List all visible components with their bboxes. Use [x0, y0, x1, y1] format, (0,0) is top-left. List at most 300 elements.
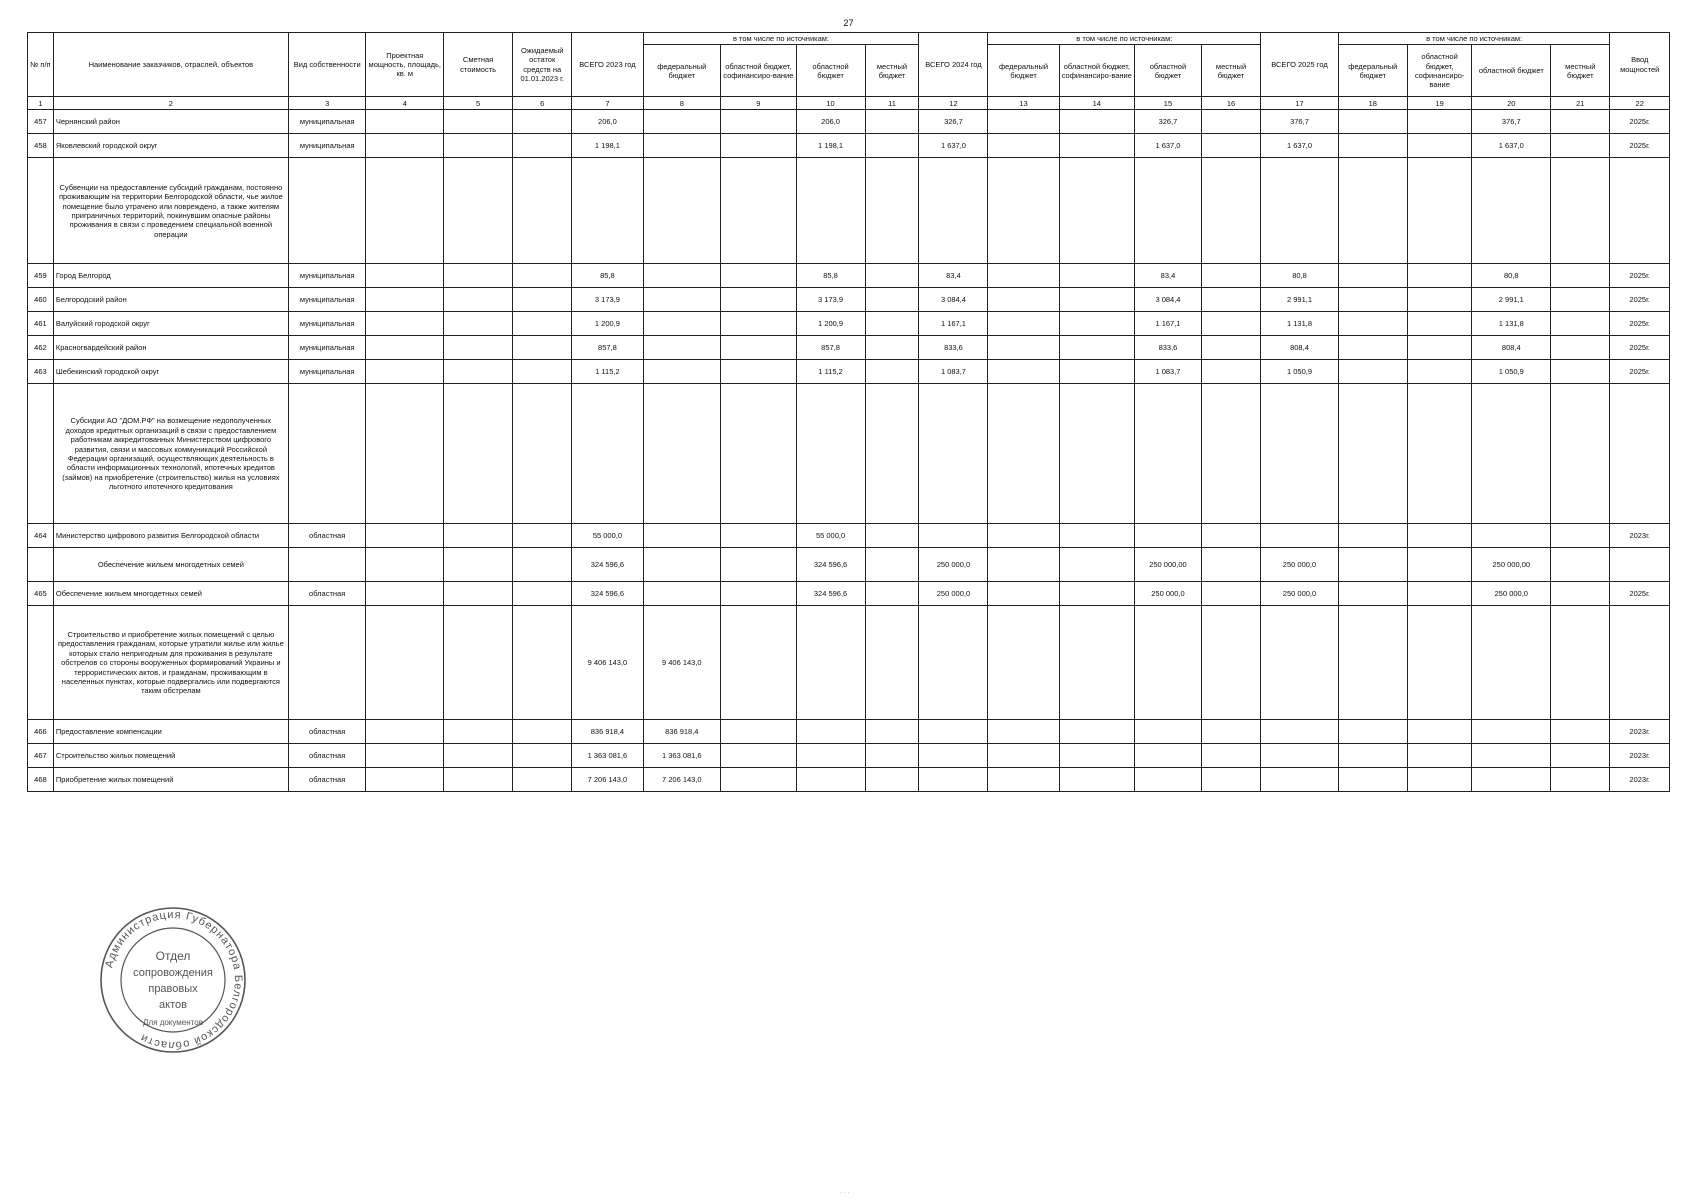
value-cell: 250 000,0 — [919, 548, 988, 582]
table-row — [28, 768, 1670, 792]
value-cell — [1338, 582, 1407, 606]
empty-cell — [366, 720, 444, 744]
value-cell — [1059, 288, 1134, 312]
commission-year: 2025г. — [1610, 288, 1670, 312]
value-cell: 2 991,1 — [1261, 288, 1339, 312]
value-cell — [1261, 744, 1339, 768]
empty-cell — [444, 606, 513, 720]
table-row — [28, 110, 1670, 134]
value-cell: 324 596,6 — [796, 548, 865, 582]
value-cell: 1 131,8 — [1261, 312, 1339, 336]
row-number: 461 — [28, 312, 54, 336]
value-cell — [1551, 110, 1610, 134]
empty-cell — [444, 360, 513, 384]
budget-table — [27, 32, 1670, 792]
col-header: Вид собственности — [288, 33, 366, 97]
empty-cell — [444, 264, 513, 288]
value-cell: 250 000,0 — [919, 582, 988, 606]
value-cell — [1261, 606, 1339, 720]
col-index: 21 — [1551, 97, 1610, 110]
value-cell — [865, 524, 919, 548]
empty-cell — [513, 336, 572, 360]
value-cell — [988, 720, 1059, 744]
col-index: 22 — [1610, 97, 1670, 110]
empty-cell — [1407, 384, 1472, 524]
value-cell — [643, 110, 721, 134]
empty-cell — [988, 384, 1059, 524]
value-cell — [796, 720, 865, 744]
value-cell: 1 363 081,6 — [572, 744, 643, 768]
row-name: Чернянский район — [53, 110, 288, 134]
footer-marks: · · · — [840, 1190, 850, 1196]
value-cell: 7 206 143,0 — [572, 768, 643, 792]
value-cell — [1551, 336, 1610, 360]
value-cell — [1201, 110, 1260, 134]
value-cell: 1 637,0 — [1135, 134, 1202, 158]
value-cell: 833,6 — [919, 336, 988, 360]
value-cell: 857,8 — [796, 336, 865, 360]
empty-cell — [1610, 606, 1670, 720]
table-row — [28, 744, 1670, 768]
value-cell — [643, 360, 721, 384]
table-body — [28, 110, 1670, 792]
value-cell — [865, 768, 919, 792]
row-name: Валуйский городской округ — [53, 312, 288, 336]
value-cell: 376,7 — [1261, 110, 1339, 134]
stamp-bottom-text: Для документов — [143, 1018, 203, 1027]
empty-cell — [1551, 606, 1610, 720]
commission-year: 2023г. — [1610, 720, 1670, 744]
row-name: Приобретение жилых помещений — [53, 768, 288, 792]
value-cell — [865, 264, 919, 288]
value-cell: 324 596,6 — [572, 548, 643, 582]
empty-cell — [366, 360, 444, 384]
table-row — [28, 336, 1670, 360]
empty-cell — [1201, 606, 1260, 720]
col-index: 18 — [1338, 97, 1407, 110]
col-index: 3 — [288, 97, 366, 110]
row-name: Красногвардейский район — [53, 336, 288, 360]
row-name: Министерство цифрового развития Белгородской области — [53, 524, 288, 548]
value-cell: 83,4 — [919, 264, 988, 288]
empty-cell — [513, 360, 572, 384]
row-name: Шебекинский городской округ — [53, 360, 288, 384]
sources-header: в том числе по источникам: — [1338, 33, 1610, 45]
value-cell — [1201, 768, 1260, 792]
value-cell — [988, 744, 1059, 768]
col-index: 8 — [643, 97, 721, 110]
empty-cell — [721, 158, 796, 264]
value-cell — [988, 582, 1059, 606]
value-cell — [919, 384, 988, 524]
empty-cell — [513, 158, 572, 264]
value-cell: 1 637,0 — [1472, 134, 1551, 158]
value-cell — [1261, 384, 1339, 524]
value-cell — [919, 744, 988, 768]
value-cell — [1338, 768, 1407, 792]
row-number: 463 — [28, 360, 54, 384]
row-name: Белгородский район — [53, 288, 288, 312]
table-row — [28, 134, 1670, 158]
value-cell — [1338, 264, 1407, 288]
empty-cell — [513, 312, 572, 336]
empty-cell — [513, 582, 572, 606]
value-cell: 1 083,7 — [919, 360, 988, 384]
value-cell — [865, 110, 919, 134]
table-header — [28, 33, 1670, 110]
value-cell — [721, 524, 796, 548]
empty-cell — [444, 384, 513, 524]
row-number: 458 — [28, 134, 54, 158]
value-cell — [643, 582, 721, 606]
section-title: Субвенции на предоставление субсидий гражданам, постоянно проживающим на территории Белгородской области, чье жилое помещение было утрачено или повреждено, а также жителям приграничных территорий, покинувшим опасные районы проживания в связи с проведением специальной военной операции — [53, 158, 288, 264]
empty-cell — [366, 336, 444, 360]
value-cell — [1472, 720, 1551, 744]
col-index: 2 — [53, 97, 288, 110]
value-cell: 9 406 143,0 — [572, 606, 643, 720]
value-cell: 833,6 — [1135, 336, 1202, 360]
table-row — [28, 720, 1670, 744]
value-cell: 1 637,0 — [1261, 134, 1339, 158]
row-number: 466 — [28, 720, 54, 744]
value-cell: 85,8 — [796, 264, 865, 288]
value-cell: 857,8 — [572, 336, 643, 360]
value-cell — [1551, 312, 1610, 336]
value-cell: 1 167,1 — [1135, 312, 1202, 336]
empty-cell — [1059, 548, 1134, 582]
empty-cell — [1551, 548, 1610, 582]
row-name: Предоставление компенсации — [53, 720, 288, 744]
value-cell: 3 173,9 — [796, 288, 865, 312]
empty-cell — [28, 606, 54, 720]
empty-cell — [366, 110, 444, 134]
value-cell — [1407, 312, 1472, 336]
value-cell: 1 198,1 — [796, 134, 865, 158]
empty-cell — [444, 134, 513, 158]
empty-cell — [28, 548, 54, 582]
empty-cell — [1338, 158, 1407, 264]
empty-cell — [366, 582, 444, 606]
commission-year: 2025г. — [1610, 360, 1670, 384]
commission-year: 2025г. — [1610, 110, 1670, 134]
sources-header: в том числе по источникам: — [643, 33, 919, 45]
page-number: 27 — [843, 18, 854, 28]
value-cell — [1551, 582, 1610, 606]
value-cell — [1338, 312, 1407, 336]
col-header: № п/п — [28, 33, 54, 97]
ownership-type: областная — [288, 582, 366, 606]
value-cell — [1338, 720, 1407, 744]
empty-cell — [1610, 158, 1670, 264]
col-header: областной бюджет, софинансиро-вание — [1407, 45, 1472, 97]
empty-cell — [366, 548, 444, 582]
col-header: Ввод мощностей — [1610, 33, 1670, 97]
col-header: областной бюджет, софинансиро-вание — [1059, 45, 1134, 97]
value-cell — [572, 384, 643, 524]
col-header: ВСЕГО 2024 год — [919, 33, 988, 97]
value-cell — [1551, 744, 1610, 768]
value-cell: 326,7 — [1135, 110, 1202, 134]
value-cell — [643, 336, 721, 360]
empty-cell — [513, 110, 572, 134]
value-cell — [1201, 720, 1260, 744]
value-cell — [643, 264, 721, 288]
value-cell — [721, 582, 796, 606]
value-cell — [988, 288, 1059, 312]
empty-cell — [366, 744, 444, 768]
value-cell — [865, 134, 919, 158]
col-index: 10 — [796, 97, 865, 110]
commission-year: 2025г. — [1610, 336, 1670, 360]
empty-cell — [366, 288, 444, 312]
section-row — [28, 158, 1670, 264]
col-index: 7 — [572, 97, 643, 110]
value-cell — [1201, 288, 1260, 312]
value-cell — [1472, 524, 1551, 548]
row-number: 459 — [28, 264, 54, 288]
value-cell — [865, 360, 919, 384]
value-cell: 1 198,1 — [572, 134, 643, 158]
section-row — [28, 384, 1670, 524]
value-cell — [1059, 582, 1134, 606]
empty-cell — [1201, 384, 1260, 524]
value-cell: 250 000,0 — [1135, 582, 1202, 606]
empty-cell — [444, 548, 513, 582]
value-cell — [988, 110, 1059, 134]
value-cell — [1059, 264, 1134, 288]
value-cell: 206,0 — [796, 110, 865, 134]
value-cell — [1472, 384, 1551, 524]
value-cell: 1 083,7 — [1135, 360, 1202, 384]
value-cell — [1135, 744, 1202, 768]
empty-cell — [865, 548, 919, 582]
ownership-type: областная — [288, 720, 366, 744]
empty-cell — [288, 548, 366, 582]
empty-cell — [513, 134, 572, 158]
empty-cell — [366, 768, 444, 792]
row-number: 468 — [28, 768, 54, 792]
value-cell — [643, 548, 721, 582]
ownership-type: муниципальная — [288, 134, 366, 158]
value-cell: 206,0 — [572, 110, 643, 134]
value-cell — [721, 264, 796, 288]
value-cell — [1338, 110, 1407, 134]
value-cell — [796, 744, 865, 768]
value-cell — [796, 768, 865, 792]
value-cell: 808,4 — [1261, 336, 1339, 360]
empty-cell — [513, 264, 572, 288]
value-cell — [1059, 134, 1134, 158]
value-cell — [1407, 110, 1472, 134]
value-cell — [1201, 744, 1260, 768]
ownership-type: муниципальная — [288, 312, 366, 336]
empty-cell — [444, 720, 513, 744]
value-cell — [1059, 360, 1134, 384]
value-cell — [1407, 134, 1472, 158]
value-cell: 1 167,1 — [919, 312, 988, 336]
value-cell — [796, 606, 865, 720]
row-name: Обеспечение жильем многодетных семей — [53, 582, 288, 606]
value-cell — [988, 768, 1059, 792]
value-cell — [1201, 264, 1260, 288]
col-index: 6 — [513, 97, 572, 110]
value-cell: 1 200,9 — [796, 312, 865, 336]
value-cell — [1059, 312, 1134, 336]
empty-cell — [366, 606, 444, 720]
value-cell: 836 918,4 — [643, 720, 721, 744]
value-cell: 1 050,9 — [1261, 360, 1339, 384]
value-cell — [1551, 288, 1610, 312]
official-stamp — [98, 905, 248, 1055]
svg-text:Администрация Губернатора Белг — [103, 909, 244, 1051]
sources-header: в том числе по источникам: — [988, 33, 1261, 45]
value-cell: 83,4 — [1135, 264, 1202, 288]
empty-cell — [721, 606, 796, 720]
value-cell — [865, 582, 919, 606]
value-cell — [1135, 158, 1202, 264]
value-cell — [1551, 264, 1610, 288]
value-cell: 55 000,0 — [796, 524, 865, 548]
value-cell — [721, 110, 796, 134]
ownership-type: муниципальная — [288, 336, 366, 360]
value-cell — [919, 606, 988, 720]
col-header: областной бюджет, софинансиро-вание — [721, 45, 796, 97]
value-cell — [721, 720, 796, 744]
value-cell: 85,8 — [572, 264, 643, 288]
col-header: местный бюджет — [1551, 45, 1610, 97]
value-cell — [1059, 744, 1134, 768]
empty-cell — [1201, 158, 1260, 264]
value-cell — [988, 336, 1059, 360]
empty-cell — [513, 744, 572, 768]
value-cell — [1261, 524, 1339, 548]
table-row — [28, 288, 1670, 312]
empty-cell — [366, 524, 444, 548]
commission-year: 2025г. — [1610, 134, 1670, 158]
value-cell — [721, 336, 796, 360]
value-cell — [865, 312, 919, 336]
commission-year: 2025г. — [1610, 312, 1670, 336]
empty-cell — [865, 606, 919, 720]
value-cell — [1059, 110, 1134, 134]
value-cell: 1 050,9 — [1472, 360, 1551, 384]
row-number: 460 — [28, 288, 54, 312]
value-cell — [1407, 360, 1472, 384]
column-index-row — [28, 97, 1670, 110]
stamp-center-line: актов — [159, 999, 187, 1011]
table-row — [28, 360, 1670, 384]
value-cell — [1338, 336, 1407, 360]
row-name: Город Белгород — [53, 264, 288, 288]
section-title: Субсидии АО "ДОМ.РФ" на возмещение недополученных доходов кредитных организаций в связи с предоставлением работникам аккредитованных Министерством цифрового развития, связи и массовых коммуникаций Российской Федерации организаций, осуществляющих деятельность в области информационных технологий, ипотечных кредитов (займов) на приобретение (строительство) жилья на условиях льготного ипотечного кредитования — [53, 384, 288, 524]
empty-cell — [1338, 606, 1407, 720]
value-cell — [643, 312, 721, 336]
value-cell — [1407, 264, 1472, 288]
value-cell — [988, 360, 1059, 384]
value-cell — [721, 134, 796, 158]
empty-cell — [366, 264, 444, 288]
value-cell — [1135, 606, 1202, 720]
value-cell: 3 084,4 — [919, 288, 988, 312]
table-row — [28, 524, 1670, 548]
empty-cell — [444, 110, 513, 134]
value-cell — [1201, 336, 1260, 360]
value-cell — [1551, 134, 1610, 158]
row-number: 464 — [28, 524, 54, 548]
value-cell: 80,8 — [1472, 264, 1551, 288]
value-cell: 250 000,0 — [1261, 582, 1339, 606]
value-cell — [1407, 720, 1472, 744]
empty-cell — [366, 312, 444, 336]
empty-cell — [366, 384, 444, 524]
value-cell — [1551, 768, 1610, 792]
empty-cell — [444, 312, 513, 336]
col-header: федеральный бюджет — [988, 45, 1059, 97]
value-cell — [865, 720, 919, 744]
ownership-type: областная — [288, 744, 366, 768]
value-cell — [1261, 720, 1339, 744]
value-cell: 1 131,8 — [1472, 312, 1551, 336]
col-index: 11 — [865, 97, 919, 110]
value-cell — [1201, 312, 1260, 336]
value-cell — [1472, 744, 1551, 768]
value-cell — [1407, 582, 1472, 606]
empty-cell — [288, 606, 366, 720]
value-cell — [988, 264, 1059, 288]
value-cell: 3 084,4 — [1135, 288, 1202, 312]
commission-year: 2025г. — [1610, 264, 1670, 288]
table-row — [28, 312, 1670, 336]
value-cell: 55 000,0 — [572, 524, 643, 548]
empty-cell — [988, 548, 1059, 582]
empty-cell — [1610, 548, 1670, 582]
commission-year: 2023г. — [1610, 768, 1670, 792]
value-cell — [1338, 524, 1407, 548]
value-cell — [643, 134, 721, 158]
empty-cell — [1551, 384, 1610, 524]
value-cell — [572, 158, 643, 264]
col-index: 20 — [1472, 97, 1551, 110]
value-cell — [865, 744, 919, 768]
value-cell: 2 991,1 — [1472, 288, 1551, 312]
empty-cell — [513, 288, 572, 312]
value-cell: 836 918,4 — [572, 720, 643, 744]
value-cell — [865, 336, 919, 360]
value-cell: 1 115,2 — [572, 360, 643, 384]
value-cell — [1551, 524, 1610, 548]
value-cell: 324 596,6 — [796, 582, 865, 606]
col-index: 13 — [988, 97, 1059, 110]
value-cell — [1059, 720, 1134, 744]
value-cell — [796, 384, 865, 524]
empty-cell — [444, 524, 513, 548]
value-cell — [643, 384, 721, 524]
empty-cell — [988, 606, 1059, 720]
value-cell — [1135, 384, 1202, 524]
empty-cell — [1338, 548, 1407, 582]
empty-cell — [513, 548, 572, 582]
commission-year: 2023г. — [1610, 744, 1670, 768]
value-cell — [721, 360, 796, 384]
col-header: областной бюджет — [1135, 45, 1202, 97]
value-cell — [643, 288, 721, 312]
empty-cell — [1201, 548, 1260, 582]
value-cell — [643, 524, 721, 548]
value-cell: 326,7 — [919, 110, 988, 134]
col-header: Наименование заказчиков, отраслей, объектов — [53, 33, 288, 97]
value-cell — [988, 524, 1059, 548]
empty-cell — [28, 158, 54, 264]
